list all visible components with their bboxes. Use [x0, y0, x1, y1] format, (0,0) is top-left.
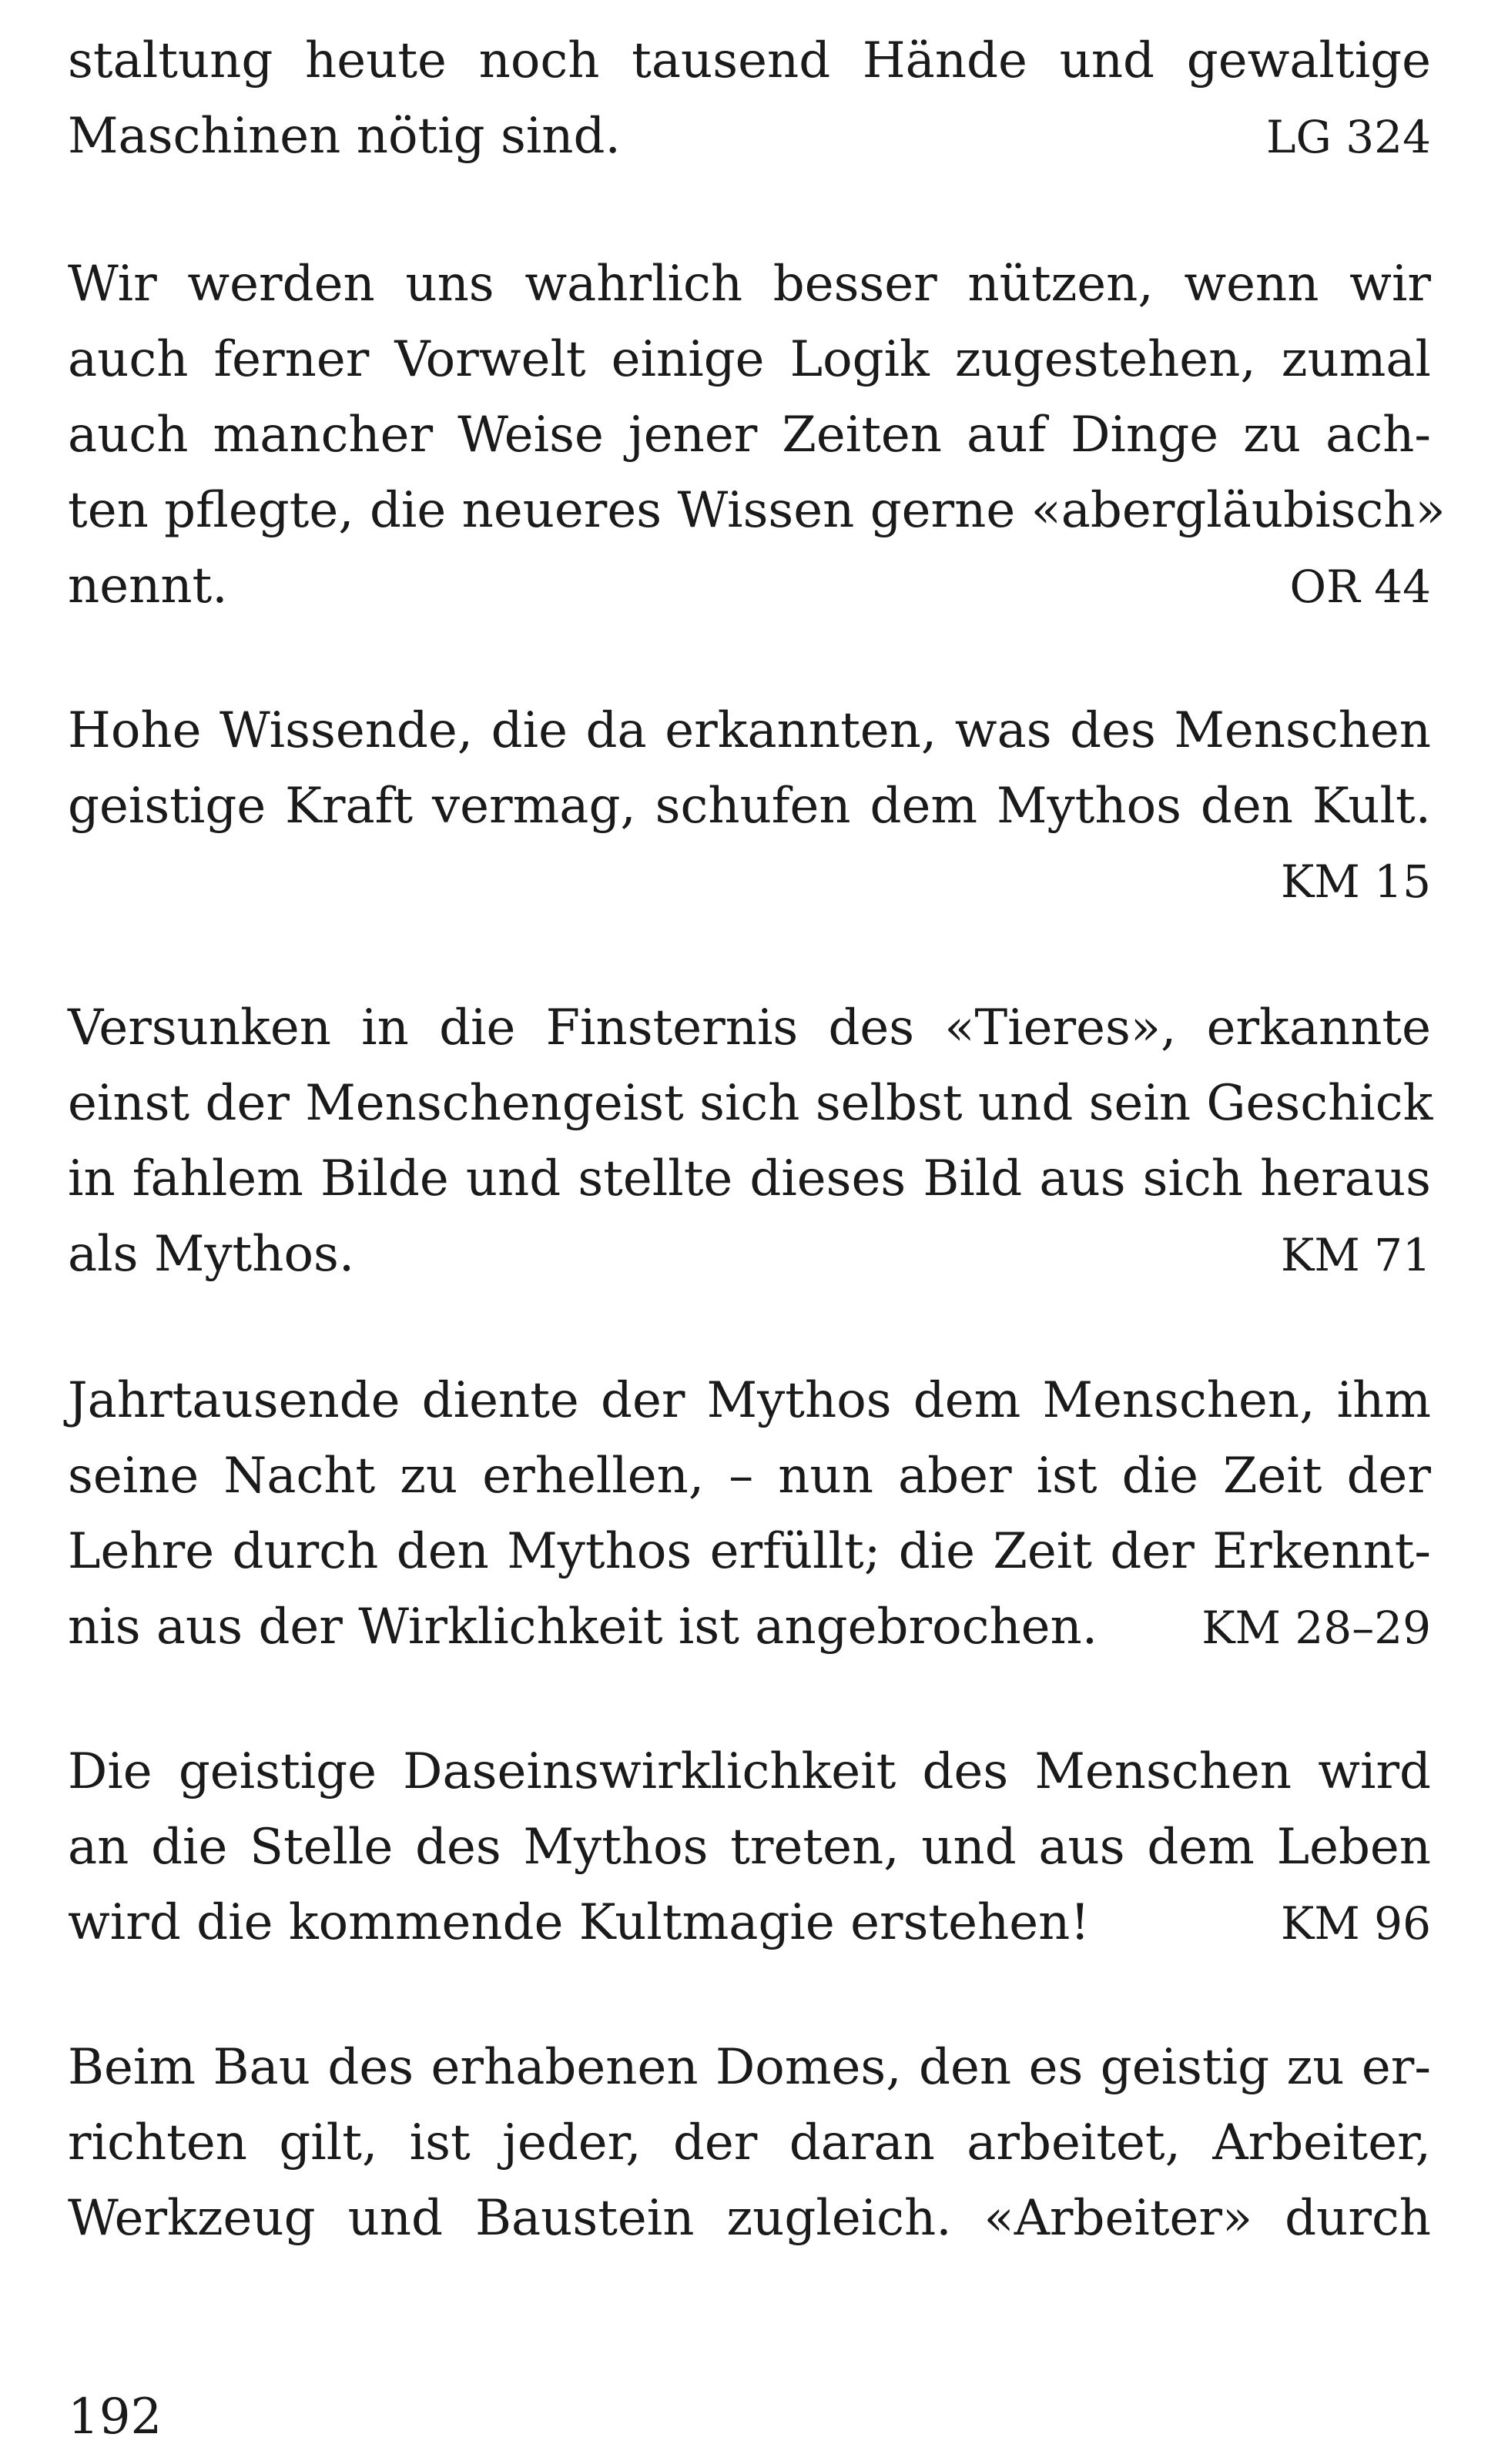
source-reference-row — [68, 844, 1431, 919]
source-reference: KM 28–29 — [1201, 1602, 1431, 1654]
source-reference: KM 15 — [1281, 855, 1431, 908]
source-reference: KM 71 — [1281, 1229, 1431, 1281]
passage-6 — [68, 1734, 1431, 1960]
book-page — [68, 23, 1446, 2446]
passage-line: staltung heute noch tausend Hände und gewaltige — [68, 32, 1431, 89]
passage-line: Hohe Wissende, die da erkannten, was des Menschen — [68, 702, 1431, 759]
page-number: 192 — [68, 2389, 163, 2446]
passage-last-line-row — [68, 1217, 1431, 1292]
passage-last-line: wird die kommende Kultmagie erstehen! — [68, 1894, 1091, 1951]
passage-line: auch mancher Weise jener Zeiten auf Dinge zu ach- — [68, 407, 1431, 464]
passage-line: auch ferner Vorwelt einige Logik zugestehen, zumal — [68, 331, 1431, 388]
passage-line: Jahrtausende diente der Mythos dem Menschen, ihm — [68, 1372, 1431, 1429]
passage-7 — [68, 2030, 1431, 2256]
passage-line: richten gilt, ist jeder, der daran arbeitet, Arbeiter, — [68, 2114, 1431, 2171]
passage-4 — [68, 990, 1431, 1292]
passage-last-line-row — [68, 1885, 1431, 1960]
passage-2 — [68, 246, 1446, 624]
source-reference: LG 324 — [1266, 111, 1431, 163]
passage-line: Die geistige Daseinswirklichkeit des Menschen wird — [68, 1743, 1431, 1800]
passage-last-line: als Mythos. — [68, 1226, 355, 1283]
passage-line: Lehre durch den Mythos erfüllt; die Zeit der Erkennt- — [68, 1523, 1431, 1580]
passage-line: geistige Kraft vermag, schufen dem Mythos den Kult. — [68, 778, 1431, 835]
passage-last-line-row — [68, 1589, 1431, 1665]
passage-line: in fahlem Bilde und stellte dieses Bild aus sich heraus — [68, 1150, 1431, 1207]
passage-line: einst der Menschengeist sich selbst und sein Geschick — [68, 1075, 1433, 1132]
passage-line: Beim Bau des erhabenen Domes, den es geistig zu er- — [68, 2039, 1431, 2096]
passage-3 — [68, 693, 1431, 919]
passage-last-line: nis aus der Wirklichkeit ist angebrochen. — [68, 1599, 1098, 1656]
passage-line: Wir werden uns wahrlich besser nützen, wenn wir — [68, 256, 1431, 313]
passage-line: ten pflegte, die neueres Wissen gerne «abergläubisch» — [68, 482, 1446, 539]
passage-last-line-row — [68, 548, 1431, 624]
passage-5 — [68, 1363, 1431, 1665]
passage-last-line: nennt. — [68, 557, 228, 614]
source-reference: OR 44 — [1289, 561, 1431, 613]
passage-line: Versunken in die Finsternis des «Tieres», erkannte — [68, 999, 1431, 1056]
passage-line: seine Nacht zu erhellen, – nun aber ist die Zeit der — [68, 1448, 1431, 1505]
passage-line: an die Stelle des Mythos treten, und aus dem Leben — [68, 1819, 1431, 1876]
passage-1 — [68, 23, 1431, 174]
passage-line: Werkzeug und Baustein zugleich. «Arbeiter» durch — [68, 2190, 1431, 2247]
passage-last-line-row — [68, 99, 1431, 174]
source-reference: KM 96 — [1281, 1897, 1431, 1950]
passage-last-line: Maschinen nötig sind. — [68, 108, 621, 165]
